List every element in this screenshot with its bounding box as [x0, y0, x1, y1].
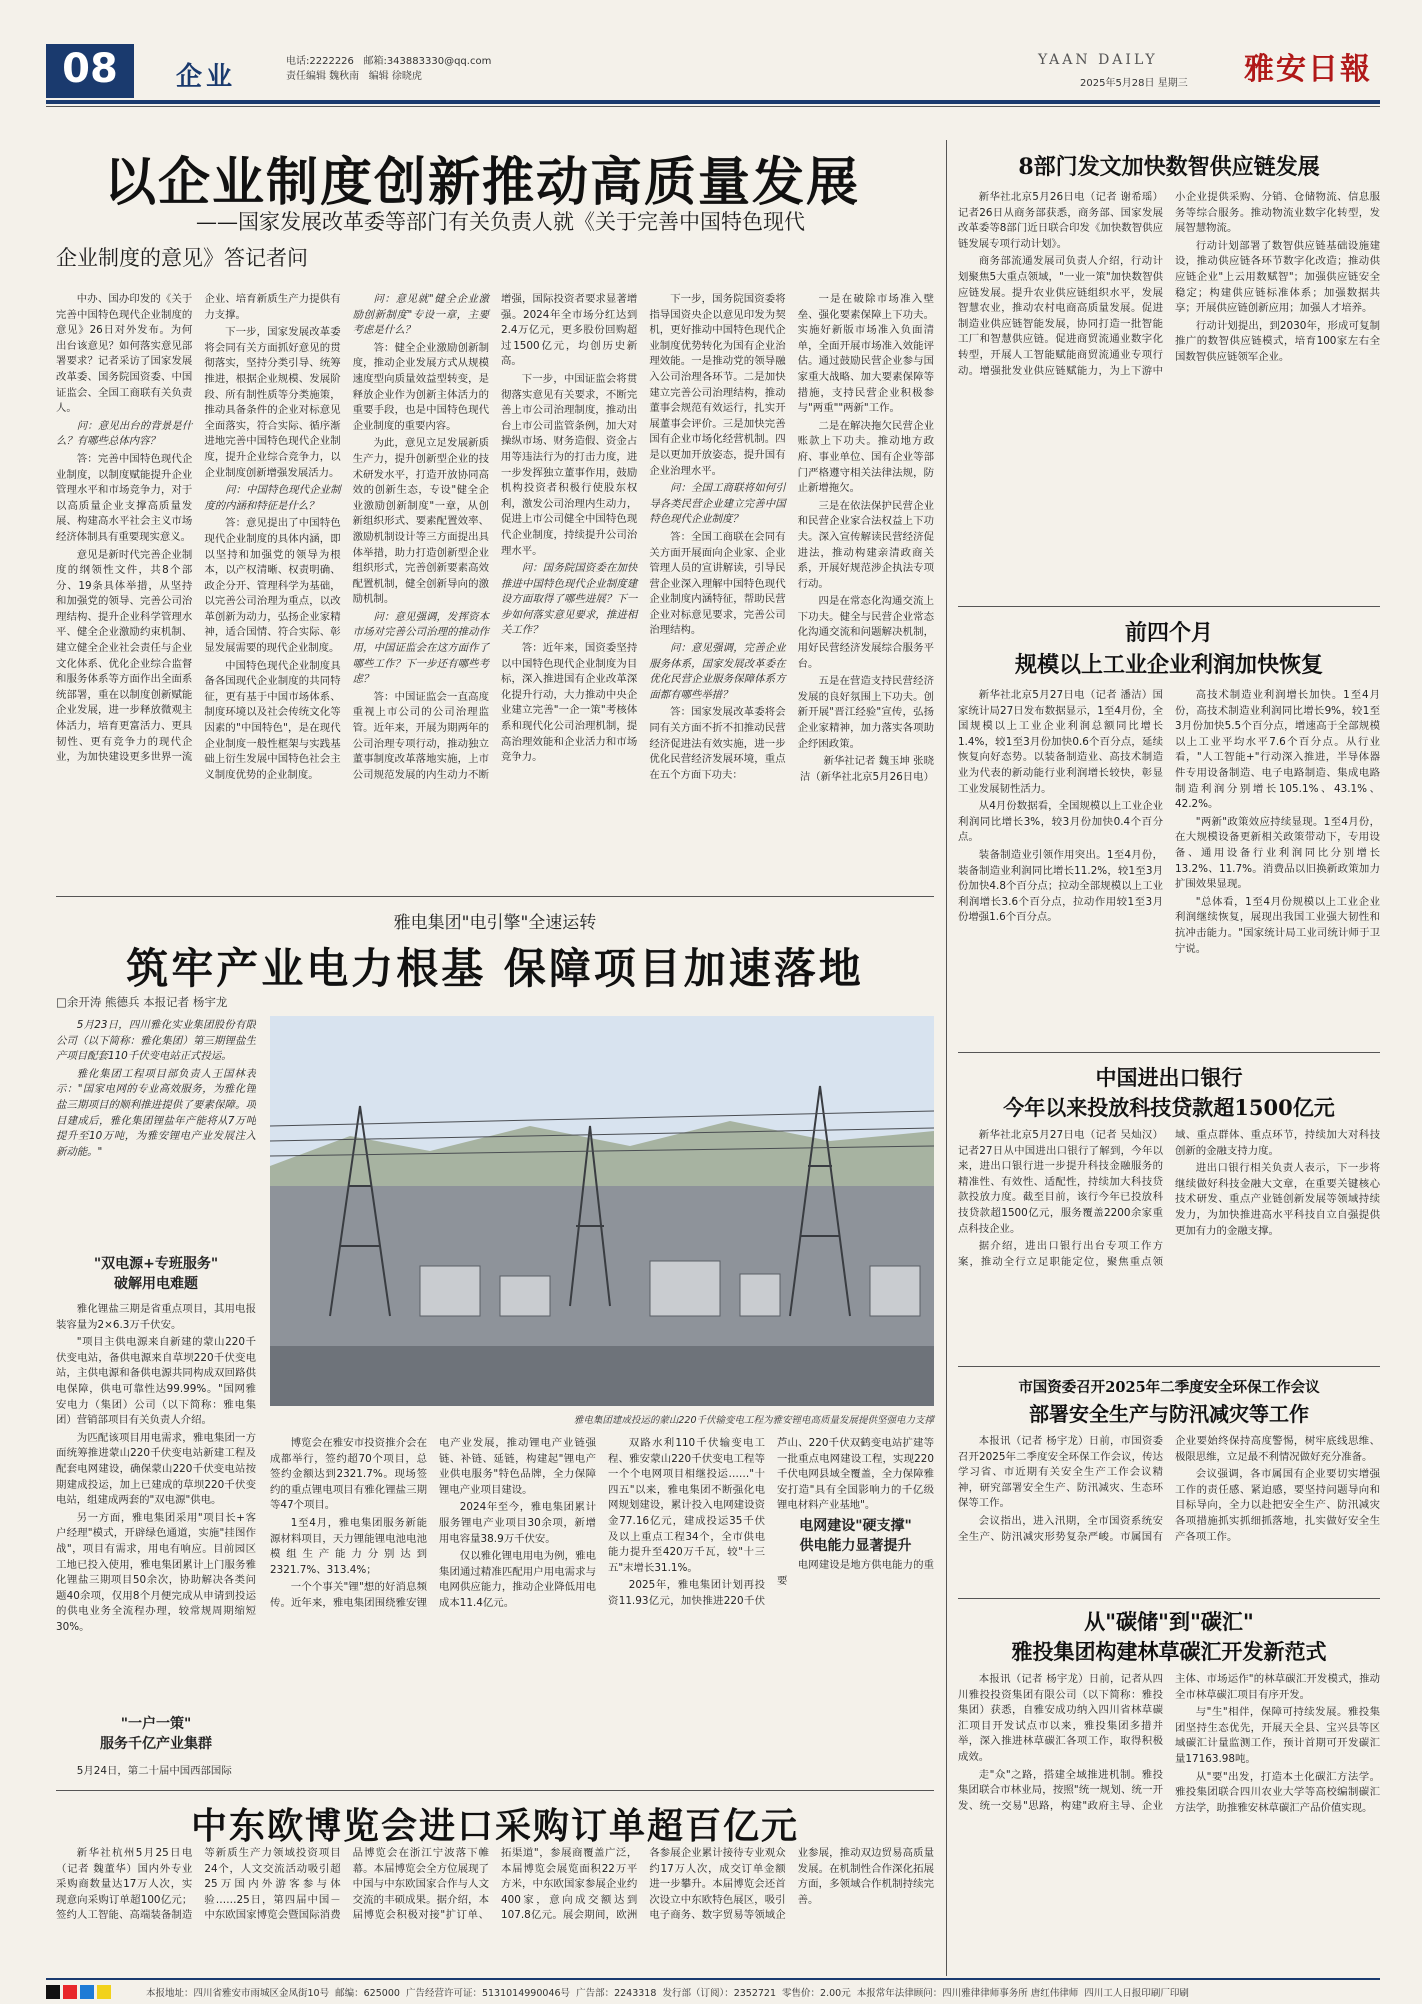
paragraph: 会议指出，进入汛期，全市国资系统安全生产、防汛减灾形势复杂严峻。市属国有企业要始终保持高度警惕，树牢底线思维、极限思维，立足最不利情况做好充分准备。 — [958, 1435, 1380, 1543]
question: 问：意见出台的背景是什么？有哪些总体内容？ — [56, 419, 193, 448]
paragraph: 商务部流通发展司负责人介绍，行动计划聚焦5大重点领域，"一业一策"加快数智供应链发展。提升农业供应链组织水平，发展智慧农业，推动农村电商高质量发展。促进制造业供应链智能发展，协同打造一批智能工厂和智慧供应链。促进商贸流通业数字化转型，开展人工智能赋能商贸流通业专项行动。增强批发业供应链赋能力，为上下游中小企业提供采购、分销、仓储物流、信息服务等综合服务。推动物流业数字化转型，发展智慧物流。 — [958, 191, 1380, 377]
paragraph: 本报讯（记者 杨宇龙）日前，市国资委召开2025年二季度安全环保工作会议，传达学习省、市近期有关安全生产工作会议精神，研究部署安全生产、防汛减灾、生态环保等工作。 — [958, 1435, 1163, 1510]
question: 问：国务院国资委在加快推进中国特色现代企业制度建设方面取得了哪些进展？下一步如何落实意见要求，推进相关工作？ — [500, 562, 638, 637]
paragraph: "项目主供电源来自新建的蒙山220千伏变电站，备供电源来自草坝220千伏变电站，主供电源和备供电源共同构成双回路供电保障，供电可靠性达99.99%。"国网雅安电力（集团）公司（以下简称：雅电集团）营销部项目有关负责人介绍。 — [56, 1336, 256, 1427]
exim-headline-2: 今年以来投放科技贷款超1500亿元 — [1003, 1095, 1335, 1120]
substation-photo — [270, 1016, 934, 1406]
supply-chain-body — [958, 190, 1380, 600]
paragraph: 2024年至今，雅电集团累计服务锂电产业项目30余项，新增用电容量38.9万千伏安。 — [439, 1501, 596, 1545]
carbon-body — [958, 1672, 1380, 1972]
supply-chain-headline: 8部门发文加快数智供应链发展 — [1018, 154, 1320, 180]
lead-subtitle-2: 企业制度的意见》答记者问 — [56, 246, 308, 270]
carbon-headline-2: 雅投集团构建林草碳汇开发新范式 — [1011, 1639, 1327, 1664]
divider — [56, 1790, 934, 1791]
section-name: 企业 — [176, 62, 237, 92]
question: 问：意见就"健全企业激励创新制度"专设一章，主要考虑是什么？ — [352, 293, 489, 337]
expo-headline: 中东欧博览会进口采购订单超百亿元 — [190, 1805, 799, 1847]
footer-postcode: 邮编：625000 — [335, 1988, 400, 1999]
paragraph: 行动计划提出，到2030年，形成可复制推广的数智供应链模式，培育100家左右全国数智供应链领军企业。 — [1175, 319, 1380, 363]
footer-printer: 四川工人日报印刷厂印刷 — [1084, 1988, 1189, 1999]
email: 邮箱:343883330@qq.com — [363, 56, 492, 67]
paragraph: 意见是新时代完善企业制度的纲领性文件，共8个部分、19条具体举措，从坚持和加强党的领导、完善公司治理结构、提升企业科学管理水平、健全企业激励约束机制、建立健全企业社会责任与企业文化体系、优化企业综合监督和服务体系等方面作出全面系统部署，重在以制度创新赋能企业发展，进一步释放微观主体活力，培育更富活力、更具韧性、更有竞争力的现代企业，为加快建设更多世界一流企业、培育新质生产力提供有力支撑。 — [56, 293, 341, 764]
power-subhead-2: "一户一策" 服务千亿产业集群 — [100, 1716, 212, 1752]
exim-headline-1: 中国进出口银行 — [1095, 1065, 1243, 1090]
paragraph: 答：全国工商联在会同有关方面开展面向企业家、企业管理人员的宣讲解读，引导民营企业深入理解中国特色现代企业制度内涵特征，帮助民营企业对标意见要求，完善公司治理结构。 — [649, 530, 786, 637]
divider — [958, 606, 1380, 607]
paragraph: 从"要"出发，打造本土化碳汇方法学。雅投集团联合四川农业大学等高校编制碳汇方法学，助推雅安林草碳汇产品价值实现。 — [1175, 1770, 1380, 1814]
profits-headline-2: 规模以上工业企业利润加快恢复 — [1014, 652, 1323, 678]
paragraph: 新华社北京5月26日电（记者 谢希瑶）记者26日从商务部获悉，商务部、国家发展改革委等8部门近日联合印发《加快数智供应链发展专项行动计划》。 — [958, 191, 1163, 250]
paragraph: 高技术制造业利润增长加快。1至4月份，高技术制造业利润同比增长9%，较1至3月份加快5.5个百分点，增速高于全部规模以上工业平均水平7.6个百分点。从行业看，"人工智能+"行动深入推进，半导体器件专用设备制造、电子电路制造、集成电路制造利润分别增长105.1%、43.1%、42.2%。 — [1175, 689, 1380, 811]
paragraph: 为匹配该项目用电需求，雅电集团一方面统筹推进蒙山220千伏变电站新建工程及配套电网建设，确保蒙山220千伏变电站按期建成投运，加上已建成的草坝220千伏变电站，组建成两套的"双电源"供电。 — [56, 1431, 256, 1507]
profits-headline-1: 前四个月 — [1124, 620, 1213, 646]
responsible-editor: 责任编辑 魏秋南 — [286, 71, 360, 82]
paragraph: 5月23日，四川雅化实业集团股份有限公司（以下简称：雅化集团）第三期锂盐生产项目配套110千伏变电站正式投运。 — [56, 1019, 256, 1063]
paragraph: 双路水利110千伏输变电工程、雅安蒙山220千伏变电工程等一个个电网项目相继投运……"十四五"以来，雅电集团不断强化电网规划建设，累计投入电网建设资金77.16亿元，建成投运35千伏及以上重点工程34个，全市供电能力提升至420万千瓦，较"十三五"末增长31.1%。 — [608, 1437, 765, 1574]
carbon-headline-1: 从"碳储"到"碳汇" — [1084, 1609, 1254, 1634]
footer-price: 零售价：2.00元 — [782, 1988, 851, 1999]
paragraph: "两新"政策效应持续显现。1至4月份，在大规模设备更新相关政策带动下，专用设备、通用设备行业利润同比分别增长13.2%、11.7%。消费品以旧换新政策加力扩围效果显现。 — [1175, 815, 1380, 891]
paragraph: 四是在常态化沟通交流上下功夫。健全与民营企业常态化沟通交流和问题解决机制，用好民营经济发展综合服务平台。 — [797, 595, 934, 670]
paragraph: 雅化锂盐三期是省重点项目，其用电报装容量为2×6.3万千伏安。 — [56, 1303, 256, 1331]
power-subhead-1: "双电源+专班服务" 破解用电难题 — [93, 1256, 219, 1292]
power-column-1 — [56, 1302, 256, 1710]
lead-article-body — [56, 292, 934, 888]
paragraph: 雅化集团工程项目部负责人王国林表示："国家电网的专业高效服务，为雅化锂盐三期项目的顺利推进提供了要素保障。项目建成后，雅化集团锂盐年产能将从7万吨提升至10万吨，为雅安锂电产业发展注入新动能。" — [56, 1067, 256, 1158]
article-credit: 新华社记者 魏玉坤 张晓洁（新华社北京5月26日电） — [799, 755, 934, 783]
footer-address: 本报地址：四川省雅安市雨城区金凤街10号 — [146, 1988, 330, 1999]
paragraph: 答：中国证监会一直高度重视上市公司的公司治理监管。近年来，开展为期两年的公司治理专项行动，推动独立董事制度改革落地实施，上市公司规范发展的内生动力不断增强，国际投资者要求显著增强。2024年全市场分红达到2.4万亿元，更多股份回购超过1500亿元，均创历史新高。 — [352, 293, 638, 781]
substation-illustration — [270, 1016, 934, 1406]
divider — [958, 1598, 1380, 1599]
paragraph: 电网建设是地方供电能力的重要 — [777, 1558, 934, 1587]
power-intro — [56, 1018, 256, 1248]
paragraph: 中办、国办印发的《关于完善中国特色现代企业制度的意见》26日对外发布。为何出台该意见？如何落实意见部署要求？记者采访了国家发展改革委、国务院国资委、中国证监会、全国工商联有关负责人。 — [56, 293, 193, 415]
question: 问：意见强调，完善企业服务体系，国家发展改革委在优化民营企业服务保障体系方面都有哪些举措？ — [649, 642, 786, 701]
color-registration-bar — [46, 1984, 114, 2003]
brand-logo: 雅安日報 — [1244, 52, 1372, 87]
paragraph: 新华社杭州5月25日电（记者 魏董华）国内外专业采购商数量达17万人次，实现意向采购订单超100亿元；签约人工智能、高端装备制造等新质生产力领域投资项目24个，人文交流活动吸引超25万国内外游客参与体验……25日，第四届中国－中东欧国家博览会暨国际消费品博览会在浙江宁波落下帷幕。本届博览会全方位展现了中国与中东欧国家合作与人文交流的丰硕成果。据介绍，本届博览会积极对接"扩订单、拓渠道"，参展商覆盖广泛，本届博览会展览面积22万平方米，中东欧国家参展企业约400家，意向成交额达到107.8亿元。展会期间，欧洲各参展企业累计接待专业观众约17万人次，成交订单金额进一步攀升。本届博览会还首次设立中东欧特色展区，吸引电子商务、数字贸易等领域企业参展，推动双边贸易高质量发展。在机制性合作深化拓展方面，多领域合作机制持续完善。 — [56, 1847, 934, 1922]
paragraph: 下一步，国家发展改革委将会同有关方面抓好意见的贯彻落实，坚持分类引导、统筹推进，根据企业规模、发展阶段、所有制性质等分类施策，推动具备条件的企业对标意见全面落实，符合实际、循序渐进地完善中国特色现代企业制度，提升企业综合竞争力，以企业制度创新增强发展活力。 — [204, 326, 341, 479]
paragraph: 进出口银行相关负责人表示，下一步将继续做好科技金融大文章，在重要关键核心技术研发、重点产业链创新发展等领域持续发力，为加快推进高水平科技自立自强提供更加有力的金融支撑。 — [1175, 1162, 1380, 1237]
exim-body — [958, 1128, 1380, 1360]
divider — [958, 1052, 1380, 1053]
power-bottom-columns — [270, 1436, 934, 1784]
footer-rule — [46, 1978, 1380, 1980]
page-number: 08 — [46, 44, 134, 98]
paragraph: 新华社北京5月27日电（记者 潘洁）国家统计局27日发布数据显示，1至4月份，全国规模以上工业企业利润总额同比增长1.4%，较1至3月份加快0.6个百分点，延续恢复向好态势。以装备制造业、高技术制造业为代表的新动能行业利润增长较快，彰显工业发展韧性活力。 — [958, 689, 1163, 795]
paragraph: 中国特色现代企业制度具备各国现代企业制度的共同特征，更有基于中国市场体系、制度环境以及社会传统文化等因素的"中国特色"，是在现代企业制度一般性框架与实践基础上衍生发展中国特色社会主义制度优势的企业制度。 — [204, 659, 341, 781]
paragraph: 从4月份数据看，全国规模以上工业企业利润同比增长3%，较3月份加快0.4个百分点。 — [958, 800, 1163, 844]
power-column-1-end — [56, 1764, 256, 1784]
paragraph: 一个个事关"锂"想的好消息频传。近年来，雅电集团围绕雅安锂电产业发展，推动锂电产业链强链、补链、延链，构建起"锂电产业供电服务"特色品牌，全力保障锂电产业项目建设。 — [270, 1437, 596, 1609]
profits-body — [958, 688, 1380, 1048]
paragraph: 新华社北京5月27日电（记者 吴灿汉）记者27日从中国进出口银行了解到，今年以来，进出口银行进一步提升科技金融服务的精准性、有效性、适配性，持续加大科技贷款投放力度。截至目前，该行今年已投放科技贷款超1500亿元，服务覆盖2200余家重点科技企业。 — [958, 1129, 1163, 1235]
power-byline: □余开涛 熊德兵 本报记者 杨宇龙 — [56, 995, 228, 1009]
paragraph: 行动计划部署了数智供应链基础设施建设，推动供应链各环节数字化改造；推动供应链企业"上云用数赋智"；加强供应链安全稳定；构建供应链标准体系；加强数据共享；开展供应链创新应用；加强人才培养。 — [1175, 239, 1380, 315]
paragraph: 五是在营造支持民营经济发展的良好氛围上下功夫。创新开展"晋江经验"宣传，弘扬企业家精神，加力落实各项助企纾困政策。 — [797, 675, 934, 750]
footer-legal: 本报常年法律顾问：四川雅律律师事务所 唐红伟律师 — [856, 1988, 1079, 1999]
header-thin-rule — [46, 106, 1380, 107]
paragraph: 答：健全企业激励创新制度，推动企业发展方式从规模速度型向质量效益型转变，是释放企业作为创新主体活力的重要手段，也是中国特色现代企业制度的重要内容。 — [352, 341, 489, 432]
paragraph: 答：意见提出了中国特色现代企业制度的具体内涵，即以坚持和加强党的领导为根本，以产权清晰、权责明确、政企分开、管理科学为基础，以完善公司治理为重点，以改革创新为动力，弘扬企业家精神，适合国情、符合实际、彰显发展需要的现代企业制度。 — [204, 517, 341, 655]
paragraph: 三是在依法保护民营企业和民营企业家合法权益上下功夫。深入宣传解读民营经济促进法，推动构建亲清政商关系，开展好规范涉企执法专项行动。 — [797, 499, 934, 590]
paragraph: 本报讯（记者 杨宇龙）日前，记者从四川雅投投资集团有限公司（以下简称：雅投集团）获悉，自雅安成功纳入四川省林草碳汇项目开发试点市以来，雅投集团多措并举，深入推进林草碳汇各项工作，取得积极成效。 — [958, 1673, 1163, 1763]
question: 问：意见强调，发挥资本市场对完善公司治理的推动作用，中国证监会在这方面作了哪些工作？下一步还有哪些考虑？ — [352, 610, 489, 686]
paragraph: 走"众"之路，搭建全域推进机制。雅投集团联合市林业局，按照"统一规划、统一开发、统一交易"思路，构建"政府主导、企业主体、市场运作"的林草碳汇开发模式，推动全市林草碳汇项目有序开发。 — [958, 1673, 1380, 1812]
question: 问：全国工商联将如何引导各类民营企业建立完善中国特色现代企业制度？ — [649, 482, 786, 526]
paragraph: 1至4月，雅电集团服务新能源材料项目，天力锂能锂电池电池模组生产能力分别达到2321.7%、313.4%； — [270, 1516, 427, 1576]
expo-body — [56, 1846, 934, 1972]
paragraph: 2025年，雅电集团计划再投资11.93亿元，加快推进220千伏芦山、220千伏双鹤变电站扩建等一批重点电网建设工程，实现220千伏电网县域全覆盖，全力保障雅安打造"具有全国影响力的千亿级锂电材料产业基地"。 — [608, 1437, 934, 1607]
footer-info — [146, 1985, 1380, 1999]
paragraph: 装备制造业引领作用突出。1至4月份，装备制造业利润同比增长11.2%，较1至3月份加快4.8个百分点；拉动全部规模以上工业利润增长3.6个百分点，拉动作用较1至3月份增强1.6个百分点。 — [958, 848, 1163, 924]
paragraph: 二是在解决拖欠民营企业账款上下功夫。推动地方政府、事业单位、国有企业等部门严格遵守相关法律法规，防止新增拖欠。 — [797, 419, 934, 495]
divider — [56, 896, 934, 897]
lead-headline: 以企业制度创新推动高质量发展 — [104, 152, 861, 213]
power-kicker: 雅电集团"电引擎"全速运转 — [393, 913, 597, 933]
designer: 编辑 徐晓虎 — [368, 71, 422, 82]
power-headline: 筑牢产业电力根基 保障项目加速落地 — [126, 944, 864, 993]
footer-ad-phone: 广告部：2243318 — [576, 1988, 657, 1999]
paragraph: 与"生"相伴，保障可持续发展。雅投集团坚持生态优先，开展天全县、宝兴县等区域碳汇计量监测工作，预计首期可开发碳汇量17163.98吨。 — [1175, 1706, 1380, 1765]
paragraph: 据介绍，进出口银行出台专项工作方案，推动全行立足职能定位，聚焦重点领域、重点群体、重点环节，持续加大对科技创新的金融支持力度。 — [958, 1129, 1380, 1268]
lead-subtitle-1: ——国家发展改革委等部门有关负责人就《关于完善中国特色现代 — [196, 210, 805, 234]
contact-info — [286, 54, 491, 84]
question: 问：中国特色现代企业制度的内涵和特征是什么？ — [204, 484, 341, 512]
paragraph: 答：近年来，国资委坚持以中国特色现代企业制度为目标，深入推进国有企业改革深化提升行动，大力推动中央企业建立完善"一企一策"考核体系和现代化公司治理机制，提高治理效能和企业活力和市场竞争力。 — [500, 642, 638, 764]
safety-headline-2: 部署安全生产与防汛减灾等工作 — [1029, 1402, 1309, 1426]
issue-date: 2025年5月28日 星期三 — [1080, 78, 1188, 89]
paragraph: 为此，意见立足发展新质生产力，提升创新型企业的技术研发水平，打造开放协同高效的创新生态，专设"健全企业激励创新制度"一章，从创新组织形式、要素配置效率、激励机制设计等三方面提出具体举措，助力打造创新型企业组织形式，完善创新要素高效配置机制，健全创新导向的激励机制。 — [352, 437, 489, 606]
footer-license: 广告经营许可证：5131014990046号 — [405, 1988, 571, 1999]
paragraph: 博览会在雅安市投资推介会在成都举行，签约超70个项目，总签约金额达到2321.7%。现场签约的重点锂电项目有雅化锂盐三期等47个项目。 — [270, 1437, 427, 1512]
brand-english: YAAN DAILY — [1038, 52, 1158, 68]
column-divider — [946, 140, 947, 1976]
paragraph: 仅以雅化锂电用电为例，雅电集团通过精准匹配用户用电需求与电网供应能力，推动企业降低用电成本11.4亿元。 — [439, 1550, 596, 1609]
paragraph: 会议强调，各市属国有企业要切实增强工作的责任感、紧迫感，要坚持问题导向和目标导向，全力以赴把安全生产、防汛减灾各项措施抓实抓细抓落地，扎实做好安全生产各项工作。 — [1175, 1468, 1380, 1543]
divider — [958, 1366, 1380, 1367]
footer-subscribe: 发行部（订阅）：2352721 — [662, 1988, 776, 1999]
paragraph: 下一步，国务院国资委将指导国资央企以意见印发为契机，更好推动中国特色现代企业制度优势转化为国有企业治理效能。一是推动党的领导融入公司治理各环节。二是加快建立完善公司治理结构，推动董事会规范有效运行，扎实开展董事会评价。三是加快完善国有企业市场化经营机制。四是以更加开放姿态，提升国有企业治理水平。 — [649, 293, 786, 477]
paragraph: "总体看，1至4月份规模以上工业企业利润继续恢复，展现出我国工业强大韧性和抗冲击能力。"国家统计局工业司统计师于卫宁说。 — [1175, 895, 1380, 955]
paragraph: 下一步，中国证监会将贯彻落实意见有关要求，不断完善上市公司治理制度，推动出台上市公司监管条例，加大对操纵市场、财务造假、资金占用等违法行为的打击力度，进一步发挥独立董事作用，鼓励机构投资者积极行使股东权利，激发公司治理内生动力，促进上市公司健全中国特色现代企业制度，持续提升公司治理水平。 — [500, 372, 638, 557]
paragraph: 答：国家发展改革委将会同有关方面不折不扣推动民营经济促进法有效实施，进一步优化民营经济发展环境，重点在五个方面下功夫： — [649, 706, 786, 781]
paragraph: 答：完善中国特色现代企业制度，以制度赋能提升企业管理水平和市场竞争力，对于以高质量企业支撑高质量发展、构建高水平社会主义市场经济体制具有重要现实意义。 — [56, 452, 193, 543]
paragraph: 5月24日，第二十届中国西部国际 — [76, 1765, 232, 1777]
header-rule — [46, 100, 1380, 104]
paragraph: 另一方面，雅电集团采用"项目长+客户经理"模式，开辟绿色通道，实施"挂图作战"，项目有需求，用电有响应。目前园区工地已投入使用，雅电集团累计上门服务雅化锂盐三期项目50余次，协助解决各类问题40余项，仅用8个月便完成从申请到投运的供电业务全流程办理，较常规周期缩短30%。 — [56, 1511, 256, 1633]
paragraph: 一是在破除市场准入壁垒、强化要素保障上下功夫。实施好新版市场准入负面清单，全面开展市场准入效能评估。通过鼓励民营企业参与国家重大战略、加大要素保障等措施，支持民营企业积极参与"两重""两新"工作。 — [797, 293, 934, 415]
phone: 电话:2222226 — [286, 56, 354, 67]
safety-body — [958, 1434, 1380, 1592]
power-subhead-3: 电网建设"硬支撑" 供电能力显著提升 — [799, 1517, 912, 1554]
safety-headline-1: 市国资委召开2025年二季度安全环保工作会议 — [1018, 1379, 1320, 1396]
photo-caption: 雅电集团建成投运的蒙山220千伏输变电工程为雅安锂电高质量发展提供坚强电力支撑 — [573, 1415, 934, 1426]
